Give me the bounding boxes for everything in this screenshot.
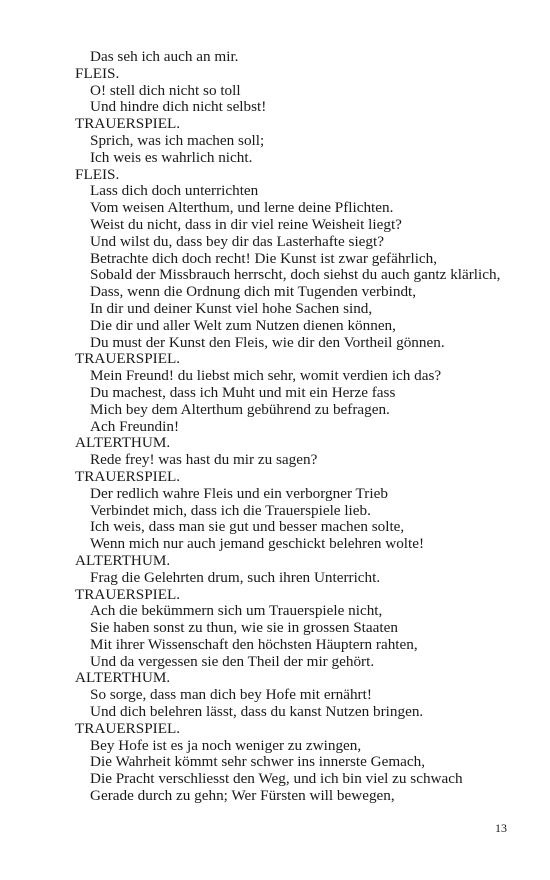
speaker-name: TRAUERSPIEL. xyxy=(75,350,181,368)
verse-line: Frag die Gelehrten drum, such ihren Unterricht. xyxy=(90,568,381,586)
verse-line: Du must der Kunst den Fleis, wie dir den Vortheil gönnen. xyxy=(90,333,445,351)
verse-line: Mein Freund! du liebst mich sehr, womit verdien ich das? xyxy=(90,367,442,385)
verse-line: Betrachte dich doch recht! Die Kunst ist zwar gefährlich, xyxy=(90,249,438,267)
play-text xyxy=(75,49,535,805)
verse-line: Die Pracht verschliesst den Weg, und ich bin viel zu schwach xyxy=(90,770,463,788)
speaker-name: ALTERTHUM. xyxy=(75,669,171,687)
page-number: 13 xyxy=(495,821,507,835)
verse-line: Dass, wenn die Ordnung dich mit Tugenden verbindt, xyxy=(90,283,417,301)
verse-line: Wenn mich nur auch jemand geschickt belehren wolte! xyxy=(90,535,425,553)
speaker-name: TRAUERSPIEL. xyxy=(75,585,181,603)
verse-line: Und wilst du, dass bey dir das Lasterhafte siegt? xyxy=(90,232,384,250)
verse-line: Verbindet mich, dass ich die Trauerspiele lieb. xyxy=(90,501,371,519)
speaker-name: FLEIS. xyxy=(75,165,120,183)
verse-line: Und dich belehren lässt, dass du kanst Nutzen bringen. xyxy=(90,703,424,721)
verse-line: So sorge, dass man dich bey Hofe mit ernährt! xyxy=(90,686,372,704)
verse-line: Und hindre dich nicht selbst! xyxy=(90,98,267,116)
verse-line: Weist du nicht, dass in dir viel reine Weisheit liegt? xyxy=(90,215,402,233)
verse-line: Rede frey! was hast du mir zu sagen? xyxy=(90,451,318,469)
verse-line: Mich bey dem Alterthum gebührend zu befragen. xyxy=(90,400,390,418)
verse-line: In dir und deiner Kunst viel hohe Sachen sind, xyxy=(90,299,373,317)
verse-line: Sie haben sonst zu thun, wie sie in grossen Staaten xyxy=(90,619,398,637)
speaker-name: TRAUERSPIEL. xyxy=(75,719,181,737)
verse-line: Ich weis es wahrlich nicht. xyxy=(90,148,253,166)
verse-line: Die dir und aller Welt zum Nutzen dienen können, xyxy=(90,316,396,334)
verse-line: Die Wahrheit kömmt sehr schwer ins innerste Gemach, xyxy=(90,753,426,771)
verse-line: Bey Hofe ist es ja noch weniger zu zwingen, xyxy=(90,736,362,754)
verse-line: Das seh ich auch an mir. xyxy=(90,48,239,65)
verse-line: Vom weisen Alterthum, und lerne deine Pflichten. xyxy=(90,199,394,217)
verse-line: Ach Freundin! xyxy=(90,417,179,435)
verse-line: Und da vergessen sie den Theil der mir gehört. xyxy=(90,652,375,670)
verse-line: Du machest, dass ich Muht und mit ein Herze fass xyxy=(90,383,396,401)
verse-line: Sprich, was ich machen soll; xyxy=(90,131,265,149)
speaker-name: TRAUERSPIEL. xyxy=(75,115,181,133)
verse-line: Ich weis, dass man sie gut und besser machen solte, xyxy=(90,518,405,536)
verse-line: Der redlich wahre Fleis und ein verborgner Trieb xyxy=(90,484,388,502)
verse-line: Gerade durch zu gehn; Wer Fürsten will bewegen, xyxy=(90,787,395,805)
verse-line: Sobald der Missbrauch herrscht, doch siehst du auch gantz klärlich, xyxy=(90,266,501,284)
verse-line: Lass dich doch unterrichten xyxy=(90,182,259,200)
speaker-name: ALTERTHUM. xyxy=(75,551,171,569)
verse-line: Ach die bekümmern sich um Trauerspiele nicht, xyxy=(90,602,383,620)
speaker-name: FLEIS. xyxy=(75,64,120,82)
speaker-name: TRAUERSPIEL. xyxy=(75,467,181,485)
speaker-name: ALTERTHUM. xyxy=(75,434,171,452)
verse-line: O! stell dich nicht so toll xyxy=(90,81,241,99)
verse-line: Mit ihrer Wissenschaft den höchsten Häuptern rahten, xyxy=(90,635,418,653)
